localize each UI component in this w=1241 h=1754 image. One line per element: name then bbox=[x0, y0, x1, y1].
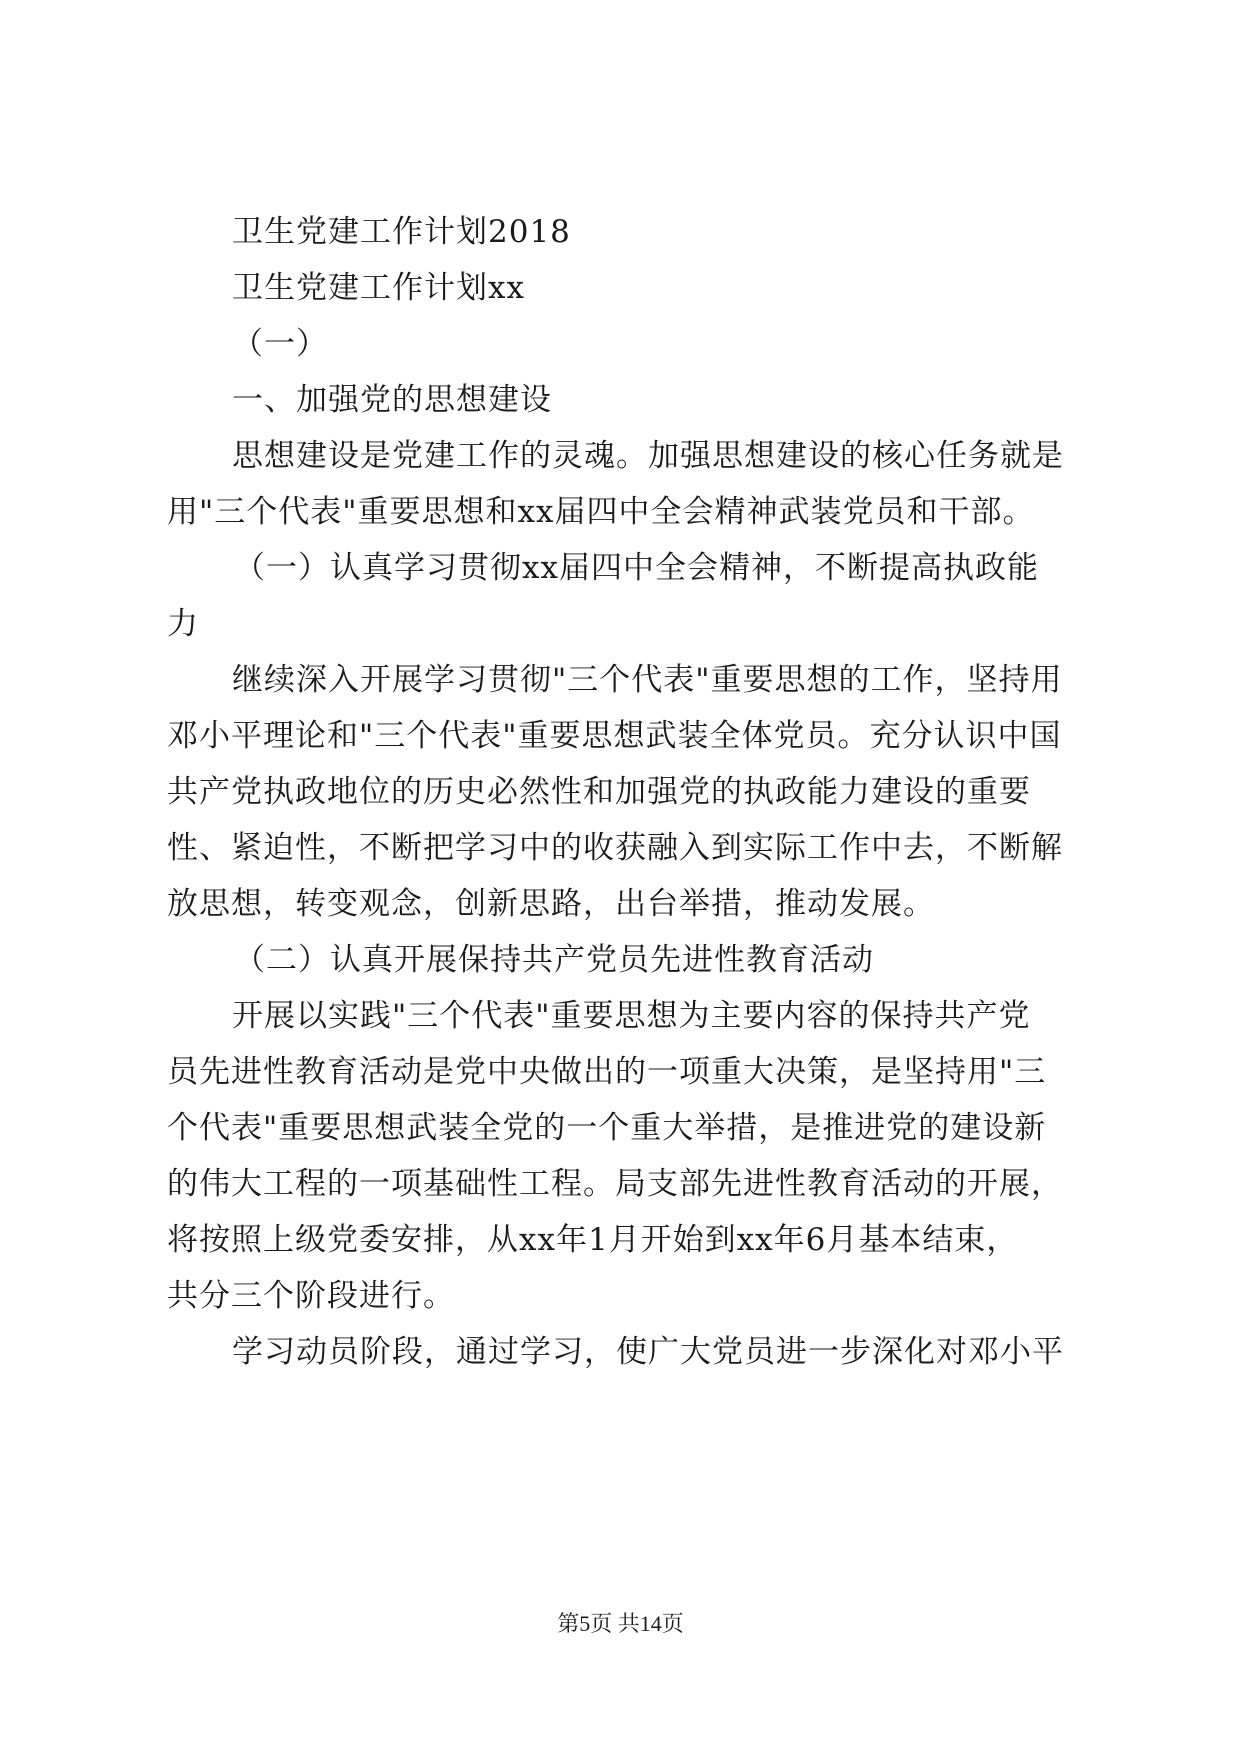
paragraph-line: 共分三个阶段进行。 bbox=[167, 1278, 455, 1314]
paragraph-line: 开展以实践"三个代表"重要思想为主要内容的保持共产党 bbox=[232, 998, 1031, 1034]
paragraph-line: 邓小平理论和"三个代表"重要思想武装全体党员。充分认识中国 bbox=[167, 718, 1062, 754]
paragraph-line: 学习动员阶段，通过学习，使广大党员进一步深化对邓小平 bbox=[232, 1334, 1064, 1370]
subsection-heading: （二）认真开展保持共产党员先进性教育活动 bbox=[234, 942, 874, 978]
subsection-heading-cont: 力 bbox=[167, 606, 199, 642]
paragraph-line: 继续深入开展学习贯彻"三个代表"重要思想的工作，坚持用 bbox=[232, 662, 1063, 698]
document-subtitle: 卫生党建工作计划xx bbox=[232, 270, 525, 306]
part-marker: （一） bbox=[232, 326, 328, 362]
subsection-heading: （一）认真学习贯彻xx届四中全会精神，不断提高执政能 bbox=[234, 550, 1039, 586]
section-heading: 一、加强党的思想建设 bbox=[232, 382, 552, 418]
intro-line: 用"三个代表"重要思想和xx届四中全会精神武装党员和干部。 bbox=[167, 494, 1035, 530]
document-title: 卫生党建工作计划2018 bbox=[232, 214, 571, 250]
page-footer: 第5页 共14页 bbox=[557, 1611, 684, 1636]
paragraph-line: 性、紧迫性，不断把学习中的收获融入到实际工作中去，不断解 bbox=[167, 830, 1063, 866]
paragraph-line: 个代表"重要思想武装全党的一个重大举措，是推进党的建设新 bbox=[167, 1110, 1047, 1146]
paragraph-line: 放思想，转变观念，创新思路，出台举措，推动发展。 bbox=[167, 886, 935, 922]
paragraph-line: 的伟大工程的一项基础性工程。局支部先进性教育活动的开展， bbox=[167, 1166, 1063, 1202]
paragraph-line: 员先进性教育活动是党中央做出的一项重大决策，是坚持用"三 bbox=[167, 1054, 1047, 1090]
paragraph-line: 将按照上级党委安排，从xx年1月开始到xx年6月基本结束， bbox=[167, 1222, 1019, 1258]
intro-line: 思想建设是党建工作的灵魂。加强思想建设的核心任务就是 bbox=[232, 438, 1064, 474]
paragraph-line: 共产党执政地位的历史必然性和加强党的执政能力建设的重要 bbox=[167, 774, 1031, 810]
